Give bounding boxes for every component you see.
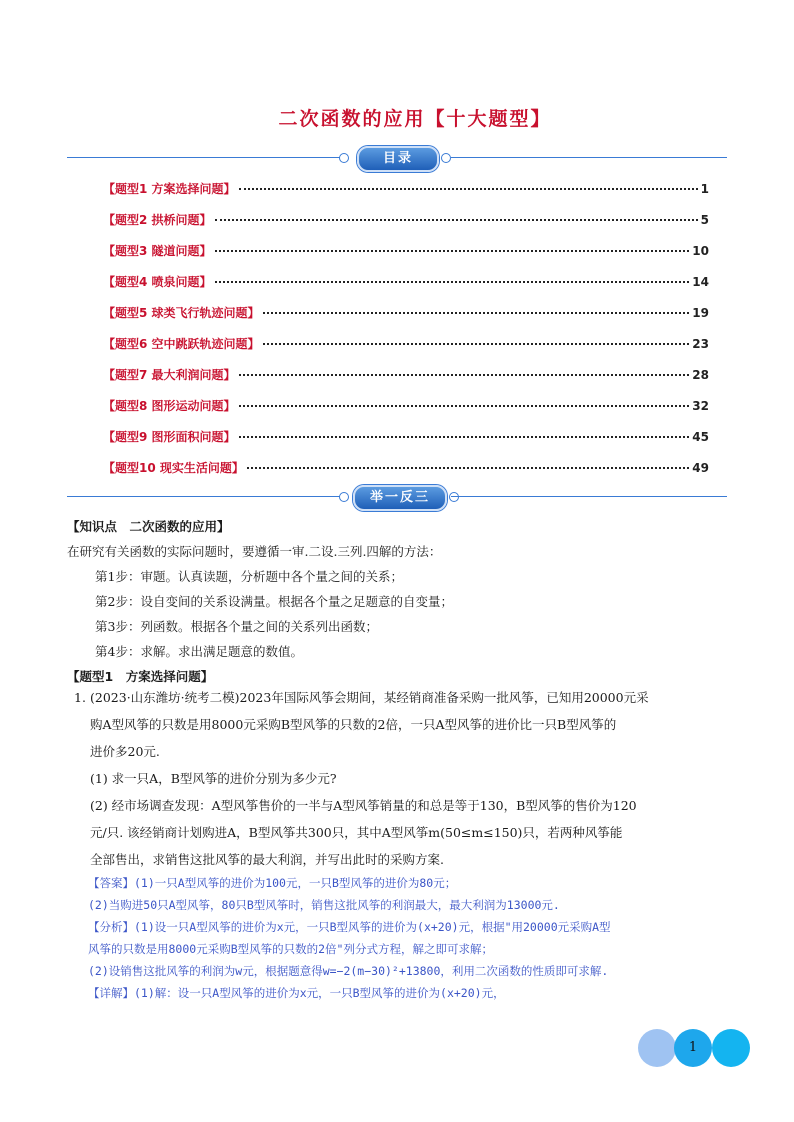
toc-entry-page: 1 [700, 182, 709, 196]
toc-entry-label: 【题型3 隧道问题】 [103, 244, 212, 258]
knowledge-intro: 在研究有关函数的实际问题时，要遵循一审.二设.三列.四解的方法： [67, 544, 442, 559]
toc-entry[interactable] [103, 242, 709, 262]
toc-entry[interactable] [103, 397, 709, 417]
problem-1 [74, 684, 740, 873]
problem-question-2: (2) 经市场调查发现：A型风筝售价的一半与A型风筝销量的和总是等于130，B型风筝的售价为120 [90, 798, 637, 813]
problem-question-2-cont: 元/只. 该经销商计划购进A，B型风筝共300只，其中A型风筝m(50≤m≤150)只，若两种风筝能 [90, 825, 623, 840]
knowledge-step: 第2步：设自变间的关系设满量。根据各个量之足题意的自变量； [95, 594, 453, 609]
toc-entry[interactable] [103, 428, 709, 448]
toc-leader-dots [247, 467, 689, 469]
toc-entry-page: 45 [692, 430, 709, 444]
banner-line-left [67, 157, 341, 158]
toc-entry-label: 【题型2 拱桥问题】 [103, 213, 212, 227]
document-title: 二次函数的应用【十大题型】 [278, 108, 552, 130]
knowledge-step: 第1步：审题。认真读题，分析题中各个量之间的关系； [95, 569, 403, 584]
badge-circle-right [712, 1029, 750, 1067]
practice-banner-label: 举一反三 [353, 485, 447, 511]
toc-banner-label: 目录 [357, 146, 439, 172]
toc-entry-page: 19 [692, 306, 709, 320]
toc-entry-label: 【题型5 球类飞行轨迹问题】 [103, 306, 260, 320]
toc-entry-page: 28 [692, 368, 709, 382]
toc-entry[interactable] [103, 366, 709, 386]
solution-block [88, 872, 740, 1004]
toc-leader-dots [215, 281, 690, 283]
toc-entry-page: 23 [692, 337, 709, 351]
toc-entry-label: 【题型4 喷泉问题】 [103, 275, 212, 289]
detail-line: 【详解】(1)解：设一只A型风筝的进价为x元，一只B型风筝的进价为(x+20)元， [88, 986, 505, 1000]
banner-line-left [67, 496, 341, 497]
banner-knot-left [339, 492, 349, 502]
toc-leader-dots [239, 374, 690, 376]
badge-circle-left [638, 1029, 676, 1067]
practice-banner [67, 485, 727, 509]
toc-leader-dots [239, 188, 698, 190]
page-number-badge [638, 1029, 750, 1067]
toc-entry[interactable] [103, 459, 709, 479]
banner-knot-left [339, 153, 349, 163]
toc-entry[interactable] [103, 211, 709, 231]
knowledge-heading: 【知识点 二次函数的应用】 [67, 519, 230, 534]
banner-line-right [451, 496, 727, 497]
analysis-line: (2)设销售这批风筝的利润为w元，根据题意得w=−2(m−30)²+13800，利用二次函数的性质即可求解. [88, 964, 609, 978]
toc-entry[interactable] [103, 180, 709, 200]
problem-number: 1. [74, 690, 86, 705]
toc-entry[interactable] [103, 304, 709, 324]
toc-entry-label: 【题型1 方案选择问题】 [103, 182, 236, 196]
toc-leader-dots [215, 250, 690, 252]
problem-text-line: 购A型风筝的只数是用8000元采购B型风筝的只数的2倍，一只A型风筝的进价比一只B型风筝的 [90, 717, 617, 732]
toc-leader-dots [215, 219, 698, 221]
knowledge-section [67, 514, 737, 689]
toc-entry-page: 10 [692, 244, 709, 258]
toc-entry-label: 【题型7 最大利润问题】 [103, 368, 236, 382]
problem-question-1: (1) 求一只A，B型风筝的进价分别为多少元? [90, 771, 337, 786]
toc-leader-dots [263, 312, 690, 314]
problem-text-line: 进价多20元. [90, 744, 160, 759]
toc-leader-dots [239, 436, 690, 438]
toc-entry[interactable] [103, 335, 709, 355]
knowledge-step: 第3步：列函数。根据各个量之间的关系列出函数； [95, 619, 378, 634]
problem-question-2-cont: 全部售出，求销售这批风筝的最大利润，并写出此时的采购方案. [90, 852, 444, 867]
banner-line-right [451, 157, 727, 158]
toc-entry-page: 5 [700, 213, 709, 227]
toc-leader-dots [239, 405, 690, 407]
banner-knot-right [441, 153, 451, 163]
toc-banner [67, 146, 727, 170]
toc-entry-label: 【题型10 现实生活问题】 [103, 461, 244, 475]
toc-entry-page: 14 [692, 275, 709, 289]
toc-entry[interactable] [103, 273, 709, 293]
banner-knot-right [449, 492, 459, 502]
toc-entry-label: 【题型6 空中跳跃轨迹问题】 [103, 337, 260, 351]
knowledge-step: 第4步：求解。求出满足题意的数值。 [95, 644, 303, 659]
toc-entry-label: 【题型8 图形运动问题】 [103, 399, 236, 413]
toc-entry-label: 【题型9 图形面积问题】 [103, 430, 236, 444]
section-heading: 【题型1 方案选择问题】 [67, 669, 214, 684]
toc-leader-dots [263, 343, 690, 345]
page-number: 1 [688, 1040, 698, 1055]
problem-text-line: (2023·山东潍坊·统考二模)2023年国际风筝会期间，某经销商准备采购一批风筝，已知用20000元采 [90, 690, 649, 705]
answer-line: 【答案】(1)一只A型风筝的进价为100元，一只B型风筝的进价为80元； [88, 876, 457, 890]
analysis-line: 风筝的只数是用8000元采购B型风筝的只数的2倍"列分式方程，解之即可求解； [88, 942, 493, 956]
analysis-line: 【分析】(1)设一只A型风筝的进价为x元，一只B型风筝的进价为(x+20)元，根据"用20000元采购A型 [88, 920, 611, 934]
toc-entry-page: 49 [692, 461, 709, 475]
answer-line: (2)当购进50只A型风筝，80只B型风筝时，销售这批风筝的利润最大，最大利润为13000元. [88, 898, 560, 912]
toc-entry-page: 32 [692, 399, 709, 413]
